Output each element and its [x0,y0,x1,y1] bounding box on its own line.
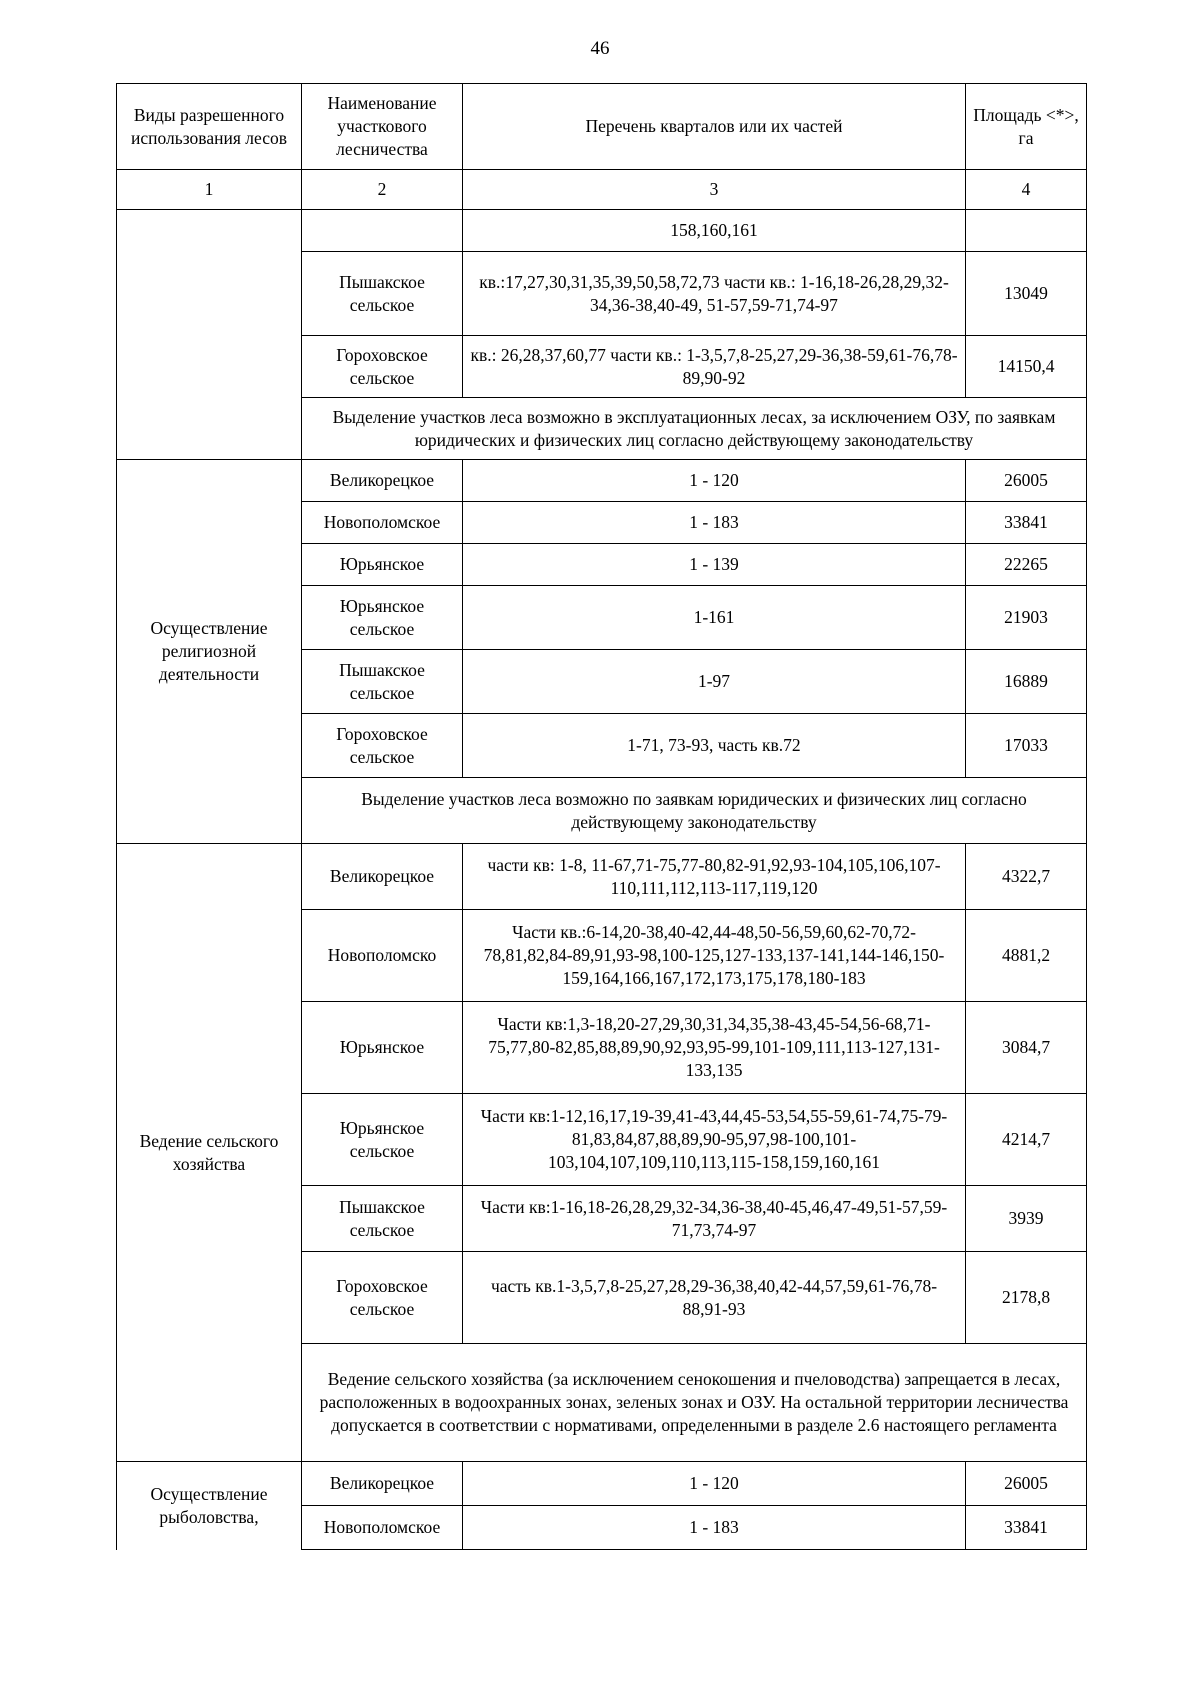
quarters-cell: 1 - 183 [463,1506,966,1550]
col-number: 3 [463,170,966,210]
quarters-cell: 1-71, 73-93, часть кв.72 [463,714,966,778]
quarters-cell: Части кв:1-16,18-26,28,29,32-34,36-38,40-45,46,47-49,51-57,59-71,73,74-97 [463,1186,966,1252]
area-cell: 3084,7 [966,1002,1087,1094]
area-cell: 26005 [966,1462,1087,1506]
quarters-cell: 1-97 [463,650,966,714]
area-cell [966,210,1087,252]
forestry-cell: Великорецкое [302,460,463,502]
quarters-cell: 1-161 [463,586,966,650]
quarters-cell: 1 - 139 [463,544,966,586]
table-row [117,210,1087,252]
forestry-cell: Пышакское сельское [302,1186,463,1252]
table-row [117,844,1087,910]
table-row [117,460,1087,502]
forestry-cell: Юрьянское [302,1002,463,1094]
area-cell: 16889 [966,650,1087,714]
quarters-cell: 158,160,161 [463,210,966,252]
forestry-cell: Пышакское сельское [302,650,463,714]
area-cell: 33841 [966,1506,1087,1550]
col-number: 1 [117,170,302,210]
forestry-cell: Юрьянское сельское [302,586,463,650]
forestry-cell: Юрьянское [302,544,463,586]
forestry-cell: Гороховское сельское [302,714,463,778]
quarters-cell: части кв: 1-8, 11-67,71-75,77-80,82-91,92,93-104,105,106,107-110,111,112,113-117,119,120 [463,844,966,910]
area-cell: 17033 [966,714,1087,778]
kind-cell-fishing: Осуществление рыболовства, [117,1462,302,1550]
forestry-cell: Новополомское [302,1506,463,1550]
quarters-cell: 1 - 120 [463,1462,966,1506]
forestry-cell: Юрьянское сельское [302,1094,463,1186]
area-cell: 33841 [966,502,1087,544]
forestry-cell: Новополомское [302,502,463,544]
table-row [117,1462,1087,1506]
header-quarters: Перечень кварталов или их частей [463,84,966,170]
kind-cell-agriculture: Ведение сельского хозяйства [117,844,302,1462]
quarters-cell: часть кв.1-3,5,7,8-25,27,28,29-36,38,40,42-44,57,59,61-76,78-88,91-93 [463,1252,966,1344]
area-cell: 22265 [966,544,1087,586]
header-forestry: Наименование участкового лесничества [302,84,463,170]
quarters-cell: кв.: 26,28,37,60,77 части кв.: 1-3,5,7,8-25,27,29-36,38-59,61-76,78-89,90-92 [463,336,966,398]
forestry-cell: Великорецкое [302,844,463,910]
area-cell: 4214,7 [966,1094,1087,1186]
forestry-cell: Пышакское сельское [302,252,463,336]
area-cell: 4881,2 [966,910,1087,1002]
forestry-cell: Гороховское сельское [302,1252,463,1344]
kind-cell-religious: Осуществление религиозной деятельности [117,460,302,844]
note-cell: Ведение сельского хозяйства (за исключением сенокошения и пчеловодства) запрещается в лесах, расположенных в водоохранных зонах, зеленых зонах и ОЗУ. На остальной территории лесничества допускается в соответствии с нормативами, определенными в разделе 2.6 настоящего регламента [302,1344,1087,1462]
quarters-cell: Части кв:1-12,16,17,19-39,41-43,44,45-53,54,55-59,61-74,75-79-81,83,84,87,88,89,90-95,97,98-100,101-103,104,107,109,110,113,115-158,159,160,161 [463,1094,966,1186]
quarters-cell: Части кв:1,3-18,20-27,29,30,31,34,35,38-43,45-54,56-68,71-75,77,80-82,85,88,89,90,92,93,95-99,101-109,111,113-127,131-133,135 [463,1002,966,1094]
forestry-cell: Гороховское сельское [302,336,463,398]
area-cell: 14150,4 [966,336,1087,398]
forestry-cell: Великорецкое [302,1462,463,1506]
forestry-cell: Новополомско [302,910,463,1002]
quarters-cell: кв.:17,27,30,31,35,39,50,58,72,73 части кв.: 1-16,18-26,28,29,32-34,36-38,40-49, 51-57,59-71,74-97 [463,252,966,336]
header-number-row [117,170,1087,210]
forestry-cell [302,210,463,252]
area-cell: 2178,8 [966,1252,1087,1344]
note-cell: Выделение участков леса возможно по заявкам юридических и физических лиц согласно действующему законодательству [302,778,1087,844]
quarters-cell: 1 - 183 [463,502,966,544]
header-row [117,84,1087,170]
forest-use-table [116,83,1087,1550]
header-kind: Виды разрешенного использования лесов [117,84,302,170]
page-number: 46 [590,38,610,59]
area-cell: 13049 [966,252,1087,336]
header-area: Площадь <*>, га [966,84,1087,170]
area-cell: 21903 [966,586,1087,650]
area-cell: 3939 [966,1186,1087,1252]
note-cell: Выделение участков леса возможно в эксплуатационных лесах, за исключением ОЗУ, по заявкам юридических и физических лиц согласно действующему законодательству [302,398,1087,460]
quarters-cell: 1 - 120 [463,460,966,502]
quarters-cell: Части кв.:6-14,20-38,40-42,44-48,50-56,59,60,62-70,72-78,81,82,84-89,91,93-98,100-125,127-133,137-141,144-146,150-159,164,166,167,172,173,175,178,180-183 [463,910,966,1002]
area-cell: 26005 [966,460,1087,502]
col-number: 2 [302,170,463,210]
col-number: 4 [966,170,1087,210]
area-cell: 4322,7 [966,844,1087,910]
kind-cell-continued [117,210,302,460]
